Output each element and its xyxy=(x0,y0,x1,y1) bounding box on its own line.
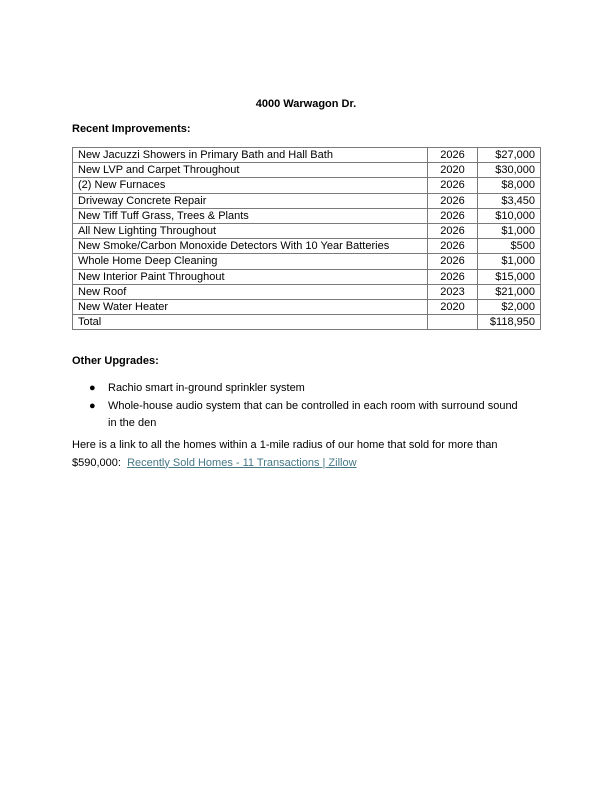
improvement-name: Driveway Concrete Repair xyxy=(73,193,428,208)
table-row xyxy=(73,239,541,254)
improvement-year: 2026 xyxy=(427,193,477,208)
improvement-cost: $500 xyxy=(478,239,541,254)
improvement-year: 2020 xyxy=(427,299,477,314)
improvement-year: 2026 xyxy=(427,178,477,193)
total-row xyxy=(73,315,541,330)
improvement-name: (2) New Furnaces xyxy=(73,178,428,193)
improvement-cost: $1,000 xyxy=(478,254,541,269)
improvement-year: 2026 xyxy=(427,148,477,163)
list-item xyxy=(72,398,522,433)
bullet-icon: ● xyxy=(89,382,96,394)
improvement-year: 2026 xyxy=(427,239,477,254)
paragraph-text: Here is a link to all the homes within a 1-mile radius of our home that sold for more than $590,000: xyxy=(72,439,498,469)
improvement-cost: $21,000 xyxy=(478,284,541,299)
improvement-year: 2026 xyxy=(427,269,477,284)
improvement-year: 2026 xyxy=(427,223,477,238)
table-row xyxy=(73,223,541,238)
total-cost: $118,950 xyxy=(478,315,541,330)
table-row xyxy=(73,269,541,284)
improvement-name: New Smoke/Carbon Monoxide Detectors With 10 Year Batteries xyxy=(73,239,428,254)
zillow-link[interactable]: Recently Sold Homes - 11 Transactions | Zillow xyxy=(127,456,357,469)
improvement-cost: $3,450 xyxy=(478,193,541,208)
improvement-year: 2023 xyxy=(427,284,477,299)
table-row xyxy=(73,299,541,314)
table-row xyxy=(73,254,541,269)
other-upgrades-list xyxy=(72,380,522,433)
improvement-name: New Interior Paint Throughout xyxy=(73,269,428,284)
recent-improvements-heading: Recent Improvements: xyxy=(72,123,191,135)
improvement-name: New Jacuzzi Showers in Primary Bath and Hall Bath xyxy=(73,148,428,163)
improvement-name: New Water Heater xyxy=(73,299,428,314)
improvement-cost: $30,000 xyxy=(478,163,541,178)
table-row xyxy=(73,163,541,178)
improvement-year: 2026 xyxy=(427,254,477,269)
improvement-year: 2020 xyxy=(427,163,477,178)
improvement-name: Whole Home Deep Cleaning xyxy=(73,254,428,269)
table-row xyxy=(73,208,541,223)
improvement-cost: $1,000 xyxy=(478,223,541,238)
zillow-link-paragraph xyxy=(72,437,542,472)
improvement-cost: $8,000 xyxy=(478,178,541,193)
improvement-name: All New Lighting Throughout xyxy=(73,223,428,238)
table-row xyxy=(73,193,541,208)
table-row xyxy=(73,178,541,193)
improvement-cost: $10,000 xyxy=(478,208,541,223)
upgrade-text: Rachio smart in-ground sprinkler system xyxy=(108,382,305,394)
total-label: Total xyxy=(73,315,428,330)
upgrade-text: Whole-house audio system that can be controlled in each room with surround sound in the den xyxy=(108,399,518,429)
list-item xyxy=(72,380,522,398)
improvement-name: New Roof xyxy=(73,284,428,299)
table-row xyxy=(73,148,541,163)
table-row xyxy=(73,284,541,299)
bullet-icon: ● xyxy=(89,399,96,412)
improvement-cost: $15,000 xyxy=(478,269,541,284)
other-upgrades-heading: Other Upgrades: xyxy=(72,355,159,367)
improvement-cost: $27,000 xyxy=(478,148,541,163)
improvements-table xyxy=(72,147,541,330)
improvement-year: 2026 xyxy=(427,208,477,223)
improvement-cost: $2,000 xyxy=(478,299,541,314)
improvement-name: New Tiff Tuff Grass, Trees & Plants xyxy=(73,208,428,223)
document-title: 4000 Warwagon Dr. xyxy=(255,98,357,110)
improvement-year xyxy=(427,315,477,330)
improvement-name: New LVP and Carpet Throughout xyxy=(73,163,428,178)
